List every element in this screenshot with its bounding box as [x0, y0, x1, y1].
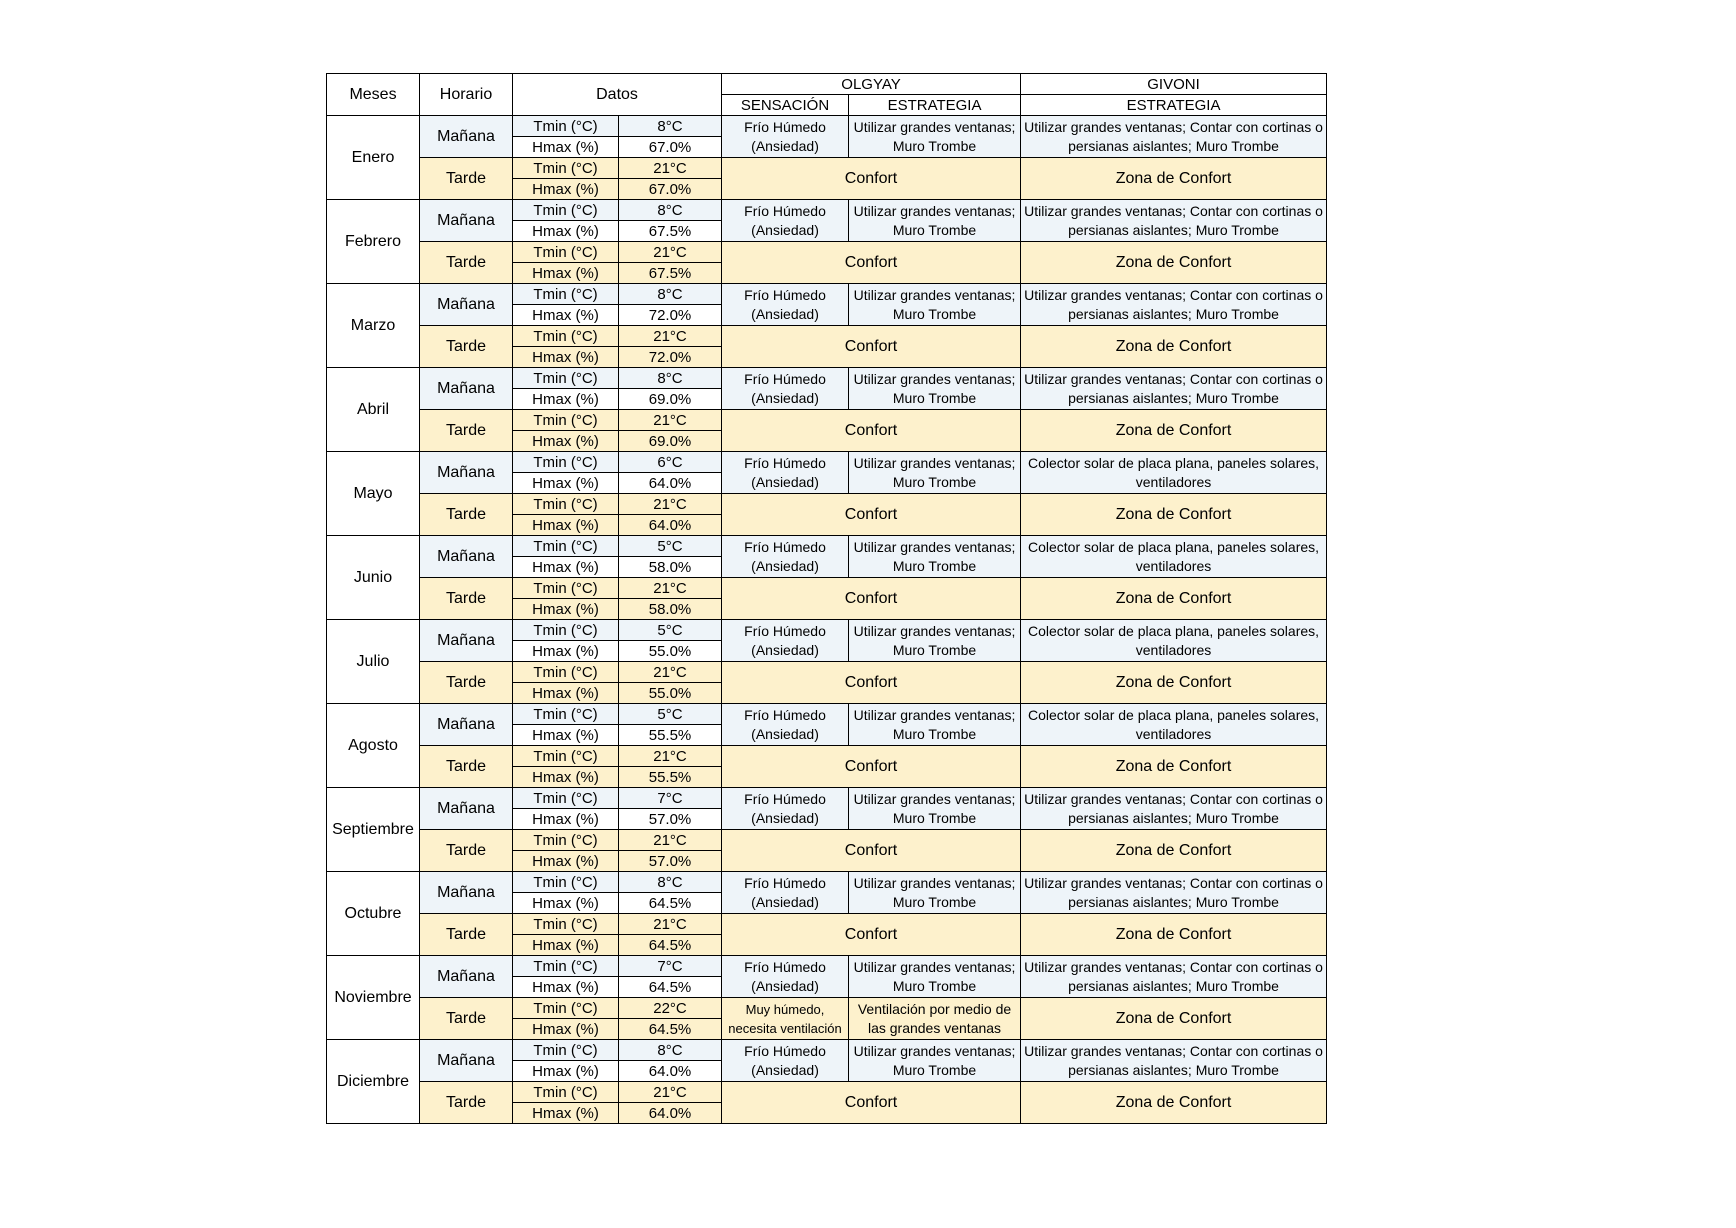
label-hmax: Hmax (%) [513, 977, 619, 998]
label-tmin: Tmin (°C) [513, 578, 619, 599]
value-tmin-tarde: 21°C [619, 326, 722, 347]
horario-manana: Mañana [420, 620, 513, 662]
estrategia-olgyay-manana: Utilizar grandes ventanas; Muro Trombe [849, 872, 1021, 914]
olgyay-tarde: Confort [722, 158, 1021, 200]
value-hmax-manana: 64.5% [619, 977, 722, 998]
value-hmax-manana: 55.5% [619, 725, 722, 746]
olgyay-tarde: Confort [722, 242, 1021, 284]
month-name: Julio [327, 620, 420, 704]
horario-manana: Mañana [420, 788, 513, 830]
horario-tarde: Tarde [420, 410, 513, 452]
givoni-tarde: Zona de Confort [1021, 158, 1327, 200]
estrategia-givoni-manana: Utilizar grandes ventanas; Contar con cortinas o persianas aislantes; Muro Trombe [1021, 368, 1327, 410]
horario-tarde: Tarde [420, 242, 513, 284]
label-tmin: Tmin (°C) [513, 158, 619, 179]
month-name: Mayo [327, 452, 420, 536]
estrategia-olgyay-manana: Utilizar grandes ventanas; Muro Trombe [849, 452, 1021, 494]
value-hmax-tarde: 67.5% [619, 263, 722, 284]
value-hmax-tarde: 55.0% [619, 683, 722, 704]
value-hmax-manana: 64.0% [619, 473, 722, 494]
estrategia-givoni-manana: Colector solar de placa plana, paneles solares, ventiladores [1021, 452, 1327, 494]
sensacion-manana: Frío Húmedo (Ansiedad) [722, 956, 849, 998]
sensacion-tarde: Muy húmedo, necesita ventilación [722, 998, 849, 1040]
estrategia-olgyay-tarde: Ventilación por medio de las grandes ventanas [849, 998, 1021, 1040]
value-hmax-tarde: 64.5% [619, 1019, 722, 1040]
label-tmin: Tmin (°C) [513, 914, 619, 935]
estrategia-olgyay-manana: Utilizar grandes ventanas; Muro Trombe [849, 284, 1021, 326]
value-tmin-manana: 8°C [619, 284, 722, 305]
givoni-tarde: Zona de Confort [1021, 662, 1327, 704]
olgyay-tarde: Confort [722, 914, 1021, 956]
givoni-tarde: Zona de Confort [1021, 326, 1327, 368]
label-tmin: Tmin (°C) [513, 326, 619, 347]
month-name: Abril [327, 368, 420, 452]
label-hmax: Hmax (%) [513, 1103, 619, 1124]
value-tmin-manana: 8°C [619, 872, 722, 893]
givoni-tarde: Zona de Confort [1021, 746, 1327, 788]
horario-tarde: Tarde [420, 578, 513, 620]
value-hmax-tarde: 58.0% [619, 599, 722, 620]
value-tmin-manana: 5°C [619, 536, 722, 557]
label-tmin: Tmin (°C) [513, 830, 619, 851]
month-name: Septiembre [327, 788, 420, 872]
value-tmin-tarde: 21°C [619, 914, 722, 935]
value-hmax-tarde: 55.5% [619, 767, 722, 788]
header-estrategia-olgyay: ESTRATEGIA [849, 95, 1021, 116]
month-name: Enero [327, 116, 420, 200]
header-estrategia-givoni: ESTRATEGIA [1021, 95, 1327, 116]
estrategia-givoni-manana: Utilizar grandes ventanas; Contar con cortinas o persianas aislantes; Muro Trombe [1021, 284, 1327, 326]
olgyay-tarde: Confort [722, 1082, 1021, 1124]
estrategia-olgyay-manana: Utilizar grandes ventanas; Muro Trombe [849, 788, 1021, 830]
value-tmin-tarde: 21°C [619, 830, 722, 851]
label-hmax: Hmax (%) [513, 725, 619, 746]
horario-manana: Mañana [420, 1040, 513, 1082]
sensacion-manana: Frío Húmedo (Ansiedad) [722, 620, 849, 662]
value-hmax-tarde: 67.0% [619, 179, 722, 200]
value-tmin-manana: 8°C [619, 1040, 722, 1061]
sensacion-manana: Frío Húmedo (Ansiedad) [722, 1040, 849, 1082]
value-tmin-tarde: 21°C [619, 242, 722, 263]
value-hmax-tarde: 72.0% [619, 347, 722, 368]
value-tmin-manana: 7°C [619, 956, 722, 977]
sensacion-manana: Frío Húmedo (Ansiedad) [722, 536, 849, 578]
label-hmax: Hmax (%) [513, 599, 619, 620]
horario-manana: Mañana [420, 116, 513, 158]
header-givoni: GIVONI [1021, 74, 1327, 95]
sensacion-manana: Frío Húmedo (Ansiedad) [722, 704, 849, 746]
sensacion-manana: Frío Húmedo (Ansiedad) [722, 788, 849, 830]
sensacion-manana: Frío Húmedo (Ansiedad) [722, 284, 849, 326]
estrategia-givoni-manana: Colector solar de placa plana, paneles solares, ventiladores [1021, 536, 1327, 578]
estrategia-olgyay-manana: Utilizar grandes ventanas; Muro Trombe [849, 116, 1021, 158]
label-tmin: Tmin (°C) [513, 788, 619, 809]
value-tmin-manana: 5°C [619, 620, 722, 641]
value-tmin-manana: 6°C [619, 452, 722, 473]
label-tmin: Tmin (°C) [513, 872, 619, 893]
givoni-tarde: Zona de Confort [1021, 410, 1327, 452]
value-tmin-manana: 5°C [619, 704, 722, 725]
value-hmax-manana: 55.0% [619, 641, 722, 662]
label-tmin: Tmin (°C) [513, 956, 619, 977]
horario-manana: Mañana [420, 536, 513, 578]
value-tmin-manana: 8°C [619, 116, 722, 137]
givoni-tarde: Zona de Confort [1021, 494, 1327, 536]
label-hmax: Hmax (%) [513, 557, 619, 578]
horario-tarde: Tarde [420, 746, 513, 788]
value-tmin-tarde: 21°C [619, 746, 722, 767]
label-hmax: Hmax (%) [513, 851, 619, 872]
label-tmin: Tmin (°C) [513, 368, 619, 389]
estrategia-olgyay-manana: Utilizar grandes ventanas; Muro Trombe [849, 1040, 1021, 1082]
estrategia-givoni-manana: Utilizar grandes ventanas; Contar con cortinas o persianas aislantes; Muro Trombe [1021, 956, 1327, 998]
header-datos: Datos [513, 74, 722, 116]
month-name: Febrero [327, 200, 420, 284]
label-hmax: Hmax (%) [513, 221, 619, 242]
label-tmin: Tmin (°C) [513, 620, 619, 641]
month-name: Noviembre [327, 956, 420, 1040]
label-hmax: Hmax (%) [513, 515, 619, 536]
label-hmax: Hmax (%) [513, 137, 619, 158]
climate-strategy-table [326, 73, 1327, 1124]
label-hmax: Hmax (%) [513, 389, 619, 410]
horario-tarde: Tarde [420, 914, 513, 956]
label-hmax: Hmax (%) [513, 1019, 619, 1040]
label-tmin: Tmin (°C) [513, 242, 619, 263]
label-hmax: Hmax (%) [513, 767, 619, 788]
horario-manana: Mañana [420, 284, 513, 326]
value-hmax-tarde: 57.0% [619, 851, 722, 872]
horario-manana: Mañana [420, 200, 513, 242]
value-tmin-tarde: 21°C [619, 1082, 722, 1103]
header-sensacion: SENSACIÓN [722, 95, 849, 116]
month-name: Marzo [327, 284, 420, 368]
horario-manana: Mañana [420, 452, 513, 494]
value-tmin-tarde: 21°C [619, 410, 722, 431]
horario-tarde: Tarde [420, 830, 513, 872]
label-hmax: Hmax (%) [513, 431, 619, 452]
month-name: Octubre [327, 872, 420, 956]
label-tmin: Tmin (°C) [513, 116, 619, 137]
label-hmax: Hmax (%) [513, 893, 619, 914]
givoni-tarde: Zona de Confort [1021, 998, 1327, 1040]
value-hmax-manana: 67.0% [619, 137, 722, 158]
label-tmin: Tmin (°C) [513, 1040, 619, 1061]
value-tmin-tarde: 21°C [619, 494, 722, 515]
label-tmin: Tmin (°C) [513, 200, 619, 221]
olgyay-tarde: Confort [722, 662, 1021, 704]
givoni-tarde: Zona de Confort [1021, 914, 1327, 956]
label-tmin: Tmin (°C) [513, 998, 619, 1019]
value-hmax-manana: 72.0% [619, 305, 722, 326]
olgyay-tarde: Confort [722, 746, 1021, 788]
value-tmin-manana: 8°C [619, 200, 722, 221]
estrategia-givoni-manana: Utilizar grandes ventanas; Contar con cortinas o persianas aislantes; Muro Trombe [1021, 116, 1327, 158]
header-meses: Meses [327, 74, 420, 116]
value-hmax-tarde: 64.0% [619, 1103, 722, 1124]
estrategia-olgyay-manana: Utilizar grandes ventanas; Muro Trombe [849, 368, 1021, 410]
value-tmin-manana: 8°C [619, 368, 722, 389]
label-hmax: Hmax (%) [513, 347, 619, 368]
label-tmin: Tmin (°C) [513, 662, 619, 683]
olgyay-tarde: Confort [722, 410, 1021, 452]
label-tmin: Tmin (°C) [513, 494, 619, 515]
value-tmin-tarde: 21°C [619, 158, 722, 179]
month-name: Junio [327, 536, 420, 620]
horario-tarde: Tarde [420, 158, 513, 200]
estrategia-olgyay-manana: Utilizar grandes ventanas; Muro Trombe [849, 704, 1021, 746]
givoni-tarde: Zona de Confort [1021, 1082, 1327, 1124]
label-tmin: Tmin (°C) [513, 410, 619, 431]
olgyay-tarde: Confort [722, 494, 1021, 536]
estrategia-givoni-manana: Utilizar grandes ventanas; Contar con cortinas o persianas aislantes; Muro Trombe [1021, 200, 1327, 242]
olgyay-tarde: Confort [722, 326, 1021, 368]
horario-manana: Mañana [420, 704, 513, 746]
horario-tarde: Tarde [420, 662, 513, 704]
estrategia-givoni-manana: Utilizar grandes ventanas; Contar con cortinas o persianas aislantes; Muro Trombe [1021, 788, 1327, 830]
horario-tarde: Tarde [420, 326, 513, 368]
sensacion-manana: Frío Húmedo (Ansiedad) [722, 116, 849, 158]
label-tmin: Tmin (°C) [513, 284, 619, 305]
label-hmax: Hmax (%) [513, 473, 619, 494]
label-hmax: Hmax (%) [513, 683, 619, 704]
value-hmax-manana: 57.0% [619, 809, 722, 830]
label-hmax: Hmax (%) [513, 179, 619, 200]
horario-tarde: Tarde [420, 998, 513, 1040]
estrategia-givoni-manana: Utilizar grandes ventanas; Contar con cortinas o persianas aislantes; Muro Trombe [1021, 1040, 1327, 1082]
sensacion-manana: Frío Húmedo (Ansiedad) [722, 368, 849, 410]
olgyay-tarde: Confort [722, 578, 1021, 620]
value-hmax-manana: 67.5% [619, 221, 722, 242]
sensacion-manana: Frío Húmedo (Ansiedad) [722, 200, 849, 242]
value-hmax-tarde: 64.5% [619, 935, 722, 956]
value-hmax-manana: 69.0% [619, 389, 722, 410]
label-hmax: Hmax (%) [513, 935, 619, 956]
estrategia-olgyay-manana: Utilizar grandes ventanas; Muro Trombe [849, 956, 1021, 998]
label-hmax: Hmax (%) [513, 809, 619, 830]
sensacion-manana: Frío Húmedo (Ansiedad) [722, 452, 849, 494]
estrategia-givoni-manana: Colector solar de placa plana, paneles solares, ventiladores [1021, 704, 1327, 746]
givoni-tarde: Zona de Confort [1021, 830, 1327, 872]
label-tmin: Tmin (°C) [513, 1082, 619, 1103]
sensacion-manana: Frío Húmedo (Ansiedad) [722, 872, 849, 914]
label-tmin: Tmin (°C) [513, 704, 619, 725]
horario-manana: Mañana [420, 872, 513, 914]
estrategia-givoni-manana: Utilizar grandes ventanas; Contar con cortinas o persianas aislantes; Muro Trombe [1021, 872, 1327, 914]
horario-manana: Mañana [420, 956, 513, 998]
header-horario: Horario [420, 74, 513, 116]
olgyay-tarde: Confort [722, 830, 1021, 872]
givoni-tarde: Zona de Confort [1021, 242, 1327, 284]
value-tmin-tarde: 21°C [619, 578, 722, 599]
estrategia-olgyay-manana: Utilizar grandes ventanas; Muro Trombe [849, 536, 1021, 578]
value-hmax-manana: 58.0% [619, 557, 722, 578]
label-tmin: Tmin (°C) [513, 452, 619, 473]
label-hmax: Hmax (%) [513, 641, 619, 662]
value-hmax-manana: 64.0% [619, 1061, 722, 1082]
horario-tarde: Tarde [420, 494, 513, 536]
estrategia-givoni-manana: Colector solar de placa plana, paneles solares, ventiladores [1021, 620, 1327, 662]
estrategia-olgyay-manana: Utilizar grandes ventanas; Muro Trombe [849, 620, 1021, 662]
value-hmax-tarde: 64.0% [619, 515, 722, 536]
value-tmin-manana: 7°C [619, 788, 722, 809]
header-olgyay: OLGYAY [722, 74, 1021, 95]
label-tmin: Tmin (°C) [513, 746, 619, 767]
label-hmax: Hmax (%) [513, 1061, 619, 1082]
horario-manana: Mañana [420, 368, 513, 410]
horario-tarde: Tarde [420, 1082, 513, 1124]
value-tmin-tarde: 21°C [619, 662, 722, 683]
value-hmax-tarde: 69.0% [619, 431, 722, 452]
label-hmax: Hmax (%) [513, 305, 619, 326]
givoni-tarde: Zona de Confort [1021, 578, 1327, 620]
value-hmax-manana: 64.5% [619, 893, 722, 914]
month-name: Diciembre [327, 1040, 420, 1124]
label-hmax: Hmax (%) [513, 263, 619, 284]
value-tmin-tarde: 22°C [619, 998, 722, 1019]
estrategia-olgyay-manana: Utilizar grandes ventanas; Muro Trombe [849, 200, 1021, 242]
month-name: Agosto [327, 704, 420, 788]
label-tmin: Tmin (°C) [513, 536, 619, 557]
